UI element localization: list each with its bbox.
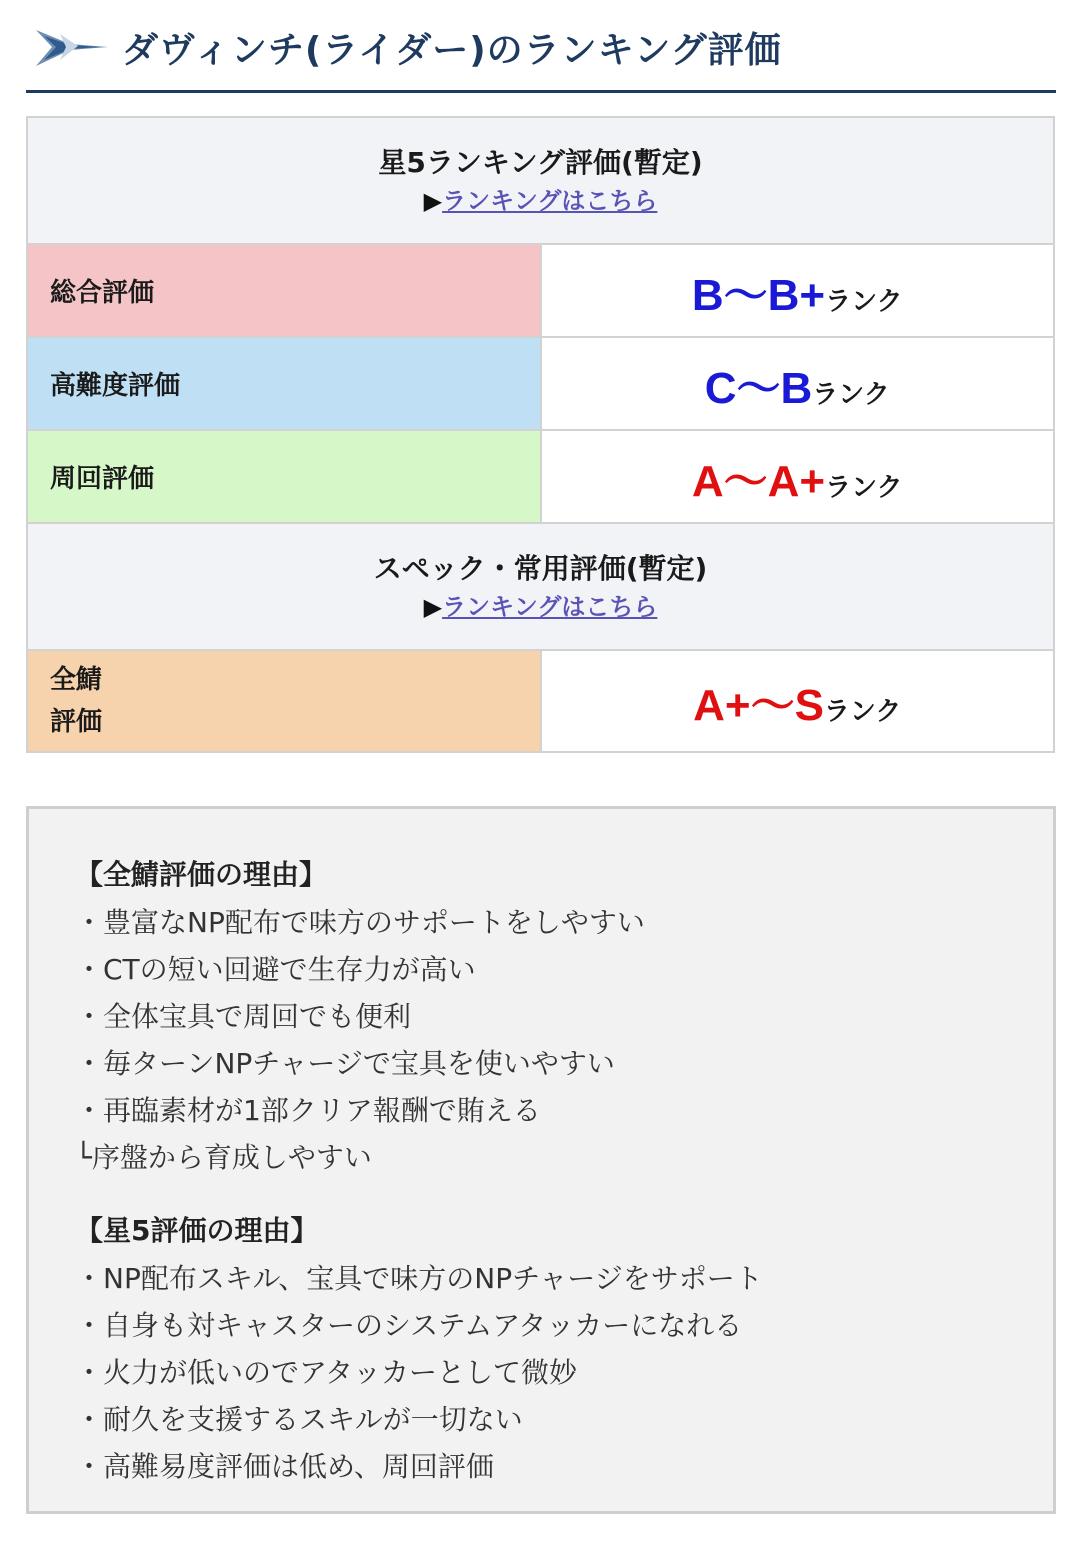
list-item: ・再臨素材が1部クリア報酬で賄える	[75, 1094, 541, 1127]
all-servant-eval-value	[541, 650, 1055, 752]
reasons-box	[26, 806, 1056, 1514]
list-item: ・高難易度評価は低め、周回評価	[75, 1450, 494, 1483]
farming-eval-label: 周回評価	[27, 430, 541, 523]
all-servant-reasons-title: 【全鯖評価の理由】	[75, 858, 328, 891]
rank-suffix: ランク	[812, 379, 890, 410]
spec-ranking-header	[27, 523, 1054, 650]
list-item: ・自身も対キャスターのシステムアタッカーになれる	[75, 1309, 743, 1342]
grade: B〜B+	[691, 270, 826, 320]
list-item: ・豊富なNP配布で味方のサポートをしやすい	[75, 906, 645, 939]
star5-reasons-title: 【星5評価の理由】	[75, 1214, 319, 1247]
overall-eval-label: 総合評価	[27, 244, 541, 337]
list-item: └序盤から育成しやすい	[75, 1141, 372, 1174]
list-item: ・NP配布スキル、宝具で味方のNPチャージをサポート	[75, 1262, 763, 1295]
table-row	[27, 430, 1054, 523]
section-heading	[26, 0, 1056, 93]
grade: C〜B	[704, 363, 813, 413]
rank-suffix: ランク	[823, 697, 902, 727]
star5-ranking-title: 星5ランキング評価(暫定)	[378, 145, 703, 179]
high-difficulty-eval-value	[541, 337, 1055, 430]
grade: A〜A+	[691, 456, 826, 506]
all-servant-eval-label	[27, 650, 541, 752]
rider-class-icon	[30, 22, 110, 72]
list-item: ・毎ターンNPチャージで宝具を使いやすい	[75, 1047, 615, 1080]
ranking-table	[26, 116, 1055, 753]
arrow-icon: ▶	[423, 592, 443, 621]
list-item: ・CTの短い回避で生存力が高い	[75, 953, 476, 986]
table-row	[27, 650, 1054, 752]
table-row	[27, 337, 1054, 430]
ranking-link[interactable]: ランキングはこちら	[442, 592, 658, 621]
label-line: 全鯖	[50, 665, 103, 695]
list-item: ・全体宝具で周回でも便利	[75, 1000, 412, 1033]
label-line: 評価	[50, 707, 103, 737]
page-title: ダヴィンチ(ライダー)のランキング評価	[122, 30, 782, 71]
spec-ranking-title: スペック・常用評価(暫定)	[373, 551, 708, 585]
rank-suffix: ランク	[825, 286, 903, 317]
star5-ranking-header	[27, 117, 1054, 244]
arrow-icon: ▶	[423, 186, 443, 215]
grade: A+〜S	[693, 681, 824, 730]
list-item: ・火力が低いのでアタッカーとして微妙	[75, 1356, 578, 1389]
table-row	[27, 244, 1054, 337]
list-item: ・耐久を支援するスキルが一切ない	[75, 1403, 523, 1436]
farming-eval-value	[541, 430, 1055, 523]
ranking-link[interactable]: ランキングはこちら	[442, 186, 658, 215]
high-difficulty-eval-label: 高難度評価	[27, 337, 541, 430]
rank-suffix: ランク	[825, 472, 903, 503]
overall-eval-value	[541, 244, 1055, 337]
